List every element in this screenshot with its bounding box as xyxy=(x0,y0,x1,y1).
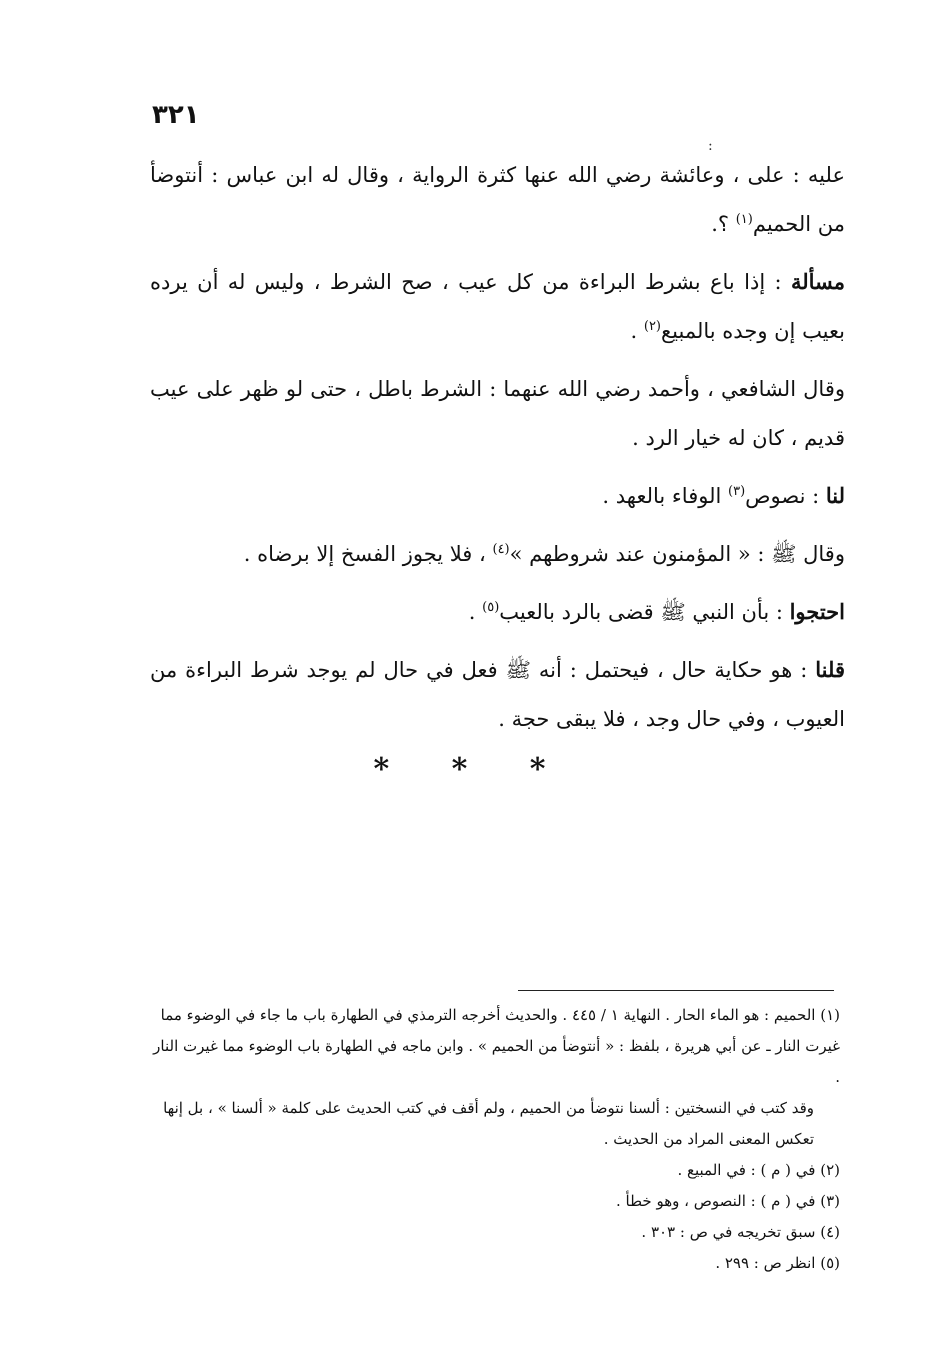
paragraph-tail: . xyxy=(468,600,483,624)
paragraph xyxy=(150,645,845,744)
paragraph-text: : نصوص xyxy=(745,484,826,508)
term-label: لنا xyxy=(825,483,845,508)
footnotes xyxy=(150,1000,840,1279)
paragraph-text: وقال الشافعي ، وأحمد رضي الله عنهما : الشرط باطل ، حتى لو ظهر على عيب قديم ، كان له خيار الرد . xyxy=(150,377,845,450)
term-label: مسألة xyxy=(790,269,845,294)
paragraph-text: : بأن النبي ﷺ قضى بالرد بالعيب xyxy=(499,600,790,624)
footnote: (١) الحميم : هو الماء الحار . النهاية ١ / ٤٤٥ . والحديث أخرجه الترمذي في الطهارة باب ما جاء في الوضوء مما غيرت النار ـ عن أبي هريرة ، بلفظ : « أنتوضأ من الحميم » . وابن ماجه في الطهارة باب الوضوء مما غيرت النار . xyxy=(153,1006,840,1086)
paragraph-text: : هو حكاية حال ، فيحتمل : أنه ﷺ فعل في حال لم يوجد شرط البراءة من العيوب ، وفي حال وجد ، فلا يبقى حجة . xyxy=(150,658,845,731)
footnote-ref: (١) xyxy=(735,212,753,227)
section-separator: * * * xyxy=(373,752,572,787)
paragraph-tail: ، فلا يجوز الفسخ إلا برضاه . xyxy=(243,542,493,566)
footnote: (٥) انظر ص : ٢٩٩ . xyxy=(715,1254,840,1272)
footnote: (٣) في ( م ) : النصوص ، وهو خطأ . xyxy=(616,1192,840,1210)
paragraph xyxy=(150,587,845,637)
stray-mark: : xyxy=(708,138,713,154)
term-label: قلنا xyxy=(815,657,845,682)
footnote: (٢) في ( م ) : في المبيع . xyxy=(677,1161,840,1179)
footnote-continuation: وقد كتب في النسختين : ألسنا نتوضأ من الحميم ، ولم أقف في كتب الحديث على كلمة « ألسنا » ، بل إنها تعكس المعنى المراد من الحديث . xyxy=(163,1099,814,1148)
footnote-ref: (٤) xyxy=(492,542,510,557)
paragraph-tail: الوفاء بالعهد . xyxy=(602,484,728,508)
paragraph xyxy=(150,150,845,249)
body-text xyxy=(150,150,845,752)
paragraph xyxy=(150,529,845,579)
paragraph-text: عليه : على ، وعائشة رضي الله عنها كثرة الرواية ، وقال له ابن عباس : أنتوضأ من الحميم xyxy=(150,163,845,236)
paragraph-text: وقال ﷺ : « المؤمنون عند شروطهم » xyxy=(509,542,845,566)
paragraph-tail: ؟. xyxy=(711,212,736,236)
footnote: (٤) سبق تخريجه في ص : ٣٠٣ . xyxy=(641,1223,840,1241)
paragraph xyxy=(150,471,845,521)
paragraph xyxy=(150,257,845,356)
page-number: ٣٢١ xyxy=(152,100,200,130)
term-label: احتجوا xyxy=(789,599,845,624)
paragraph xyxy=(150,364,845,463)
footnote-divider xyxy=(518,990,834,991)
paragraph-tail: . xyxy=(630,319,644,343)
footnote-ref: (٢) xyxy=(643,319,661,334)
footnote-ref: (٣) xyxy=(728,484,746,499)
footnote-ref: (٥) xyxy=(482,600,500,615)
paragraph-text: : إذا باع بشرط البراءة من كل عيب ، صح الشرط ، وليس له أن يرده بعيب إن وجده بالمبيع xyxy=(150,270,845,343)
